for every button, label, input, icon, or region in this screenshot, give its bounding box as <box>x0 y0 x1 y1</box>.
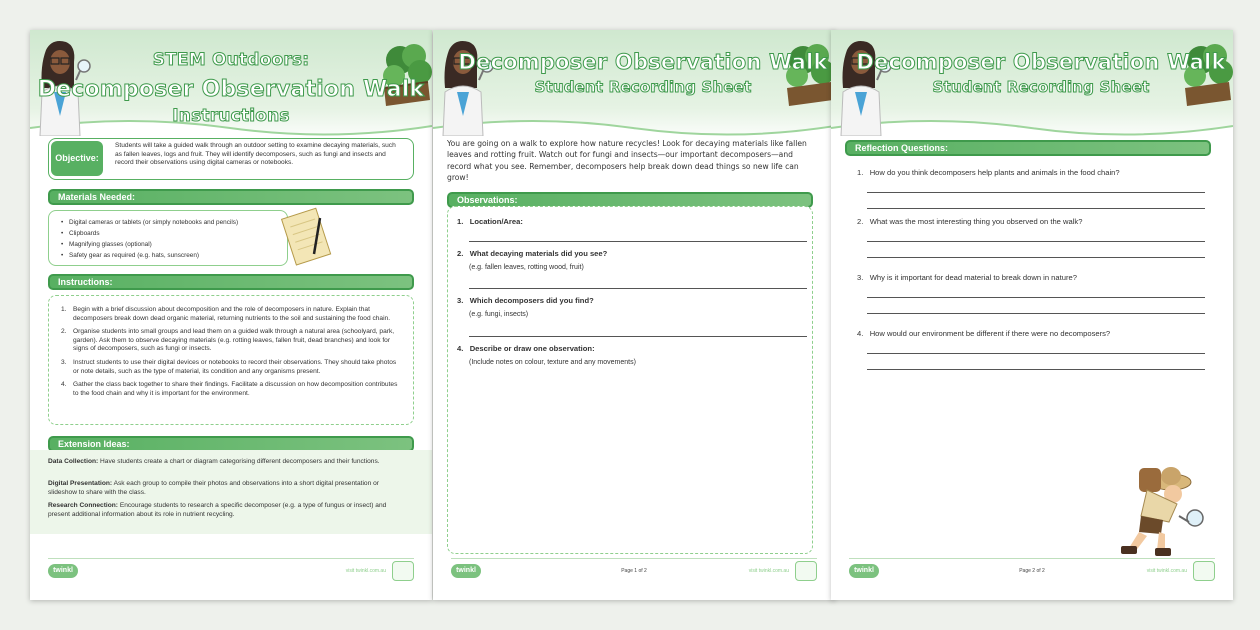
twinkl-logo: twinkl <box>849 564 879 578</box>
answer-line[interactable] <box>469 241 807 242</box>
badge-icon <box>1193 561 1215 581</box>
objective-text: Students will take a guided walk through an outdoor setting to examine decaying materials, such as fallen leaves, logs and fruit. They will identify decomposers, such as fungi and insects and record their observations using digital cameras or notebooks. <box>115 142 396 167</box>
instructions-box <box>48 295 414 425</box>
answer-line[interactable] <box>867 192 1205 193</box>
footer-url[interactable]: visit twinkl.com.au <box>345 568 386 574</box>
badge-icon <box>392 561 414 581</box>
intro-text: You are going on a walk to explore how nature recycles! Look for decaying materials like fallen leaves and rotting fruit. Watch out for fungi and insects—our important decomposers—and record what you see. Remember, decomposers help break down dead things so new life can grow! <box>447 139 807 183</box>
reflection-question-2: 2. What was the most interesting thing you observed on the walk? <box>857 217 1083 226</box>
answer-line[interactable] <box>867 313 1205 314</box>
footer-url[interactable]: visit twinkl.com.au <box>748 568 789 574</box>
footer-divider <box>849 558 1215 559</box>
list-item: • Safety gear as required (e.g. hats, sunscreen) <box>61 250 283 261</box>
list-item: • Clipboards <box>61 228 283 239</box>
recording-sheet-page-1 <box>433 30 835 600</box>
question-4: 4. Describe or draw one observation: <box>457 344 595 353</box>
page-subtitle: Student Recording Sheet <box>534 78 752 96</box>
answer-line[interactable] <box>469 288 807 289</box>
reflection-question-4: 4. How would our environment be different if there were no decomposers? <box>857 329 1111 338</box>
materials-heading: Materials Needed: <box>48 189 414 205</box>
answer-line[interactable] <box>867 208 1205 209</box>
title-top: STEM Outdoors: <box>152 50 310 70</box>
objective-box <box>48 138 414 180</box>
question-3-hint: (e.g. fungi, insects) <box>469 311 529 318</box>
page-number: Page 1 of 2 <box>621 568 647 574</box>
instructions-heading: Instructions: <box>48 274 414 290</box>
reflection-question-1: 1. How do you think decomposers help plants and animals in the food chain? <box>857 168 1120 177</box>
extension-item: Research Connection: Encourage students to research a specific decomposer (e.g. a type of fungus or insect) and present additional information about its role in nutrient recycling. <box>48 502 387 518</box>
question-1: 1. Location/Area: <box>457 217 523 226</box>
extension-band <box>30 450 432 534</box>
observations-heading: Observations: <box>447 192 813 208</box>
answer-line[interactable] <box>867 297 1205 298</box>
question-2-hint: (e.g. fallen leaves, rotting wood, fruit) <box>469 264 584 271</box>
answer-line[interactable] <box>867 369 1205 370</box>
question-4-hint: (Include notes on colour, texture and any movements) <box>469 359 636 366</box>
notebook-illustration <box>280 204 336 268</box>
explorer-child-illustration <box>1099 460 1209 558</box>
answer-line[interactable] <box>867 353 1205 354</box>
list-item: 2. Organise students into small groups and lead them on a guided walk through a natural area (schoolyard, park, garden). Ask them to observe decaying materials (e.g. rotting leaves, fallen fruit, dead branches) and look for signs of decomposers, such as fungi or insects. <box>61 328 395 353</box>
footer-url[interactable]: visit twinkl.com.au <box>1146 568 1187 574</box>
twinkl-logo: twinkl <box>48 564 78 578</box>
objective-label: Objective: <box>51 141 103 176</box>
list-item: 1. Begin with a brief discussion about decomposition and the role of decomposers in nature. Explain that decomposers break down dead organic material, returning nutrients to the soil and sustaining the food chain. <box>61 306 391 322</box>
footer-divider <box>451 558 817 559</box>
reflection-question-3: 3. Why is it important for dead material to break down in nature? <box>857 273 1077 282</box>
extension-item: Data Collection: Have students create a chart or diagram categorising different decomposers and their functions. <box>48 458 380 465</box>
footer-divider <box>48 558 414 559</box>
instructions-page <box>30 30 432 600</box>
answer-line[interactable] <box>867 257 1205 258</box>
twinkl-logo: twinkl <box>451 564 481 578</box>
answer-line[interactable] <box>469 336 807 337</box>
list-item: 3. Instruct students to use their digital devices or notebooks to record their observations. They should take photos or note details, such as the type of material, its condition and any organisms present. <box>61 358 397 375</box>
instructions-list <box>59 306 401 403</box>
list-item: • Magnifying glasses (optional) <box>61 239 283 250</box>
reflection-heading: Reflection Questions: <box>845 140 1211 156</box>
list-item: 4. Gather the class back together to share their findings. Facilitate a discussion on how decomposition contributes to the food chain and why it is important for the environment. <box>61 381 398 397</box>
extension-item: Digital Presentation: Ask each group to compile their photos and observations into a short digital presentation or slideshow to share with the class. <box>48 480 379 496</box>
page-title: Decomposer Observation Walk <box>856 50 1226 74</box>
extension-heading: Extension Ideas: <box>48 436 414 452</box>
page-title: Decomposer Observation Walk <box>37 77 425 102</box>
question-2: 2. What decaying materials did you see? <box>457 249 608 258</box>
title-subtitle: Instructions <box>172 106 290 126</box>
materials-box <box>48 210 288 266</box>
page-number: Page 2 of 2 <box>1019 568 1045 574</box>
list-item: • Digital cameras or tablets (or simply notebooks and pencils) <box>61 217 283 228</box>
page-title: Decomposer Observation Walk <box>458 50 828 74</box>
question-3: 3. Which decomposers did you find? <box>457 296 594 305</box>
recording-sheet-page-2 <box>831 30 1233 600</box>
answer-line[interactable] <box>867 241 1205 242</box>
observations-box <box>447 206 813 554</box>
page-subtitle: Student Recording Sheet <box>932 78 1150 96</box>
materials-list <box>61 217 283 261</box>
badge-icon <box>795 561 817 581</box>
